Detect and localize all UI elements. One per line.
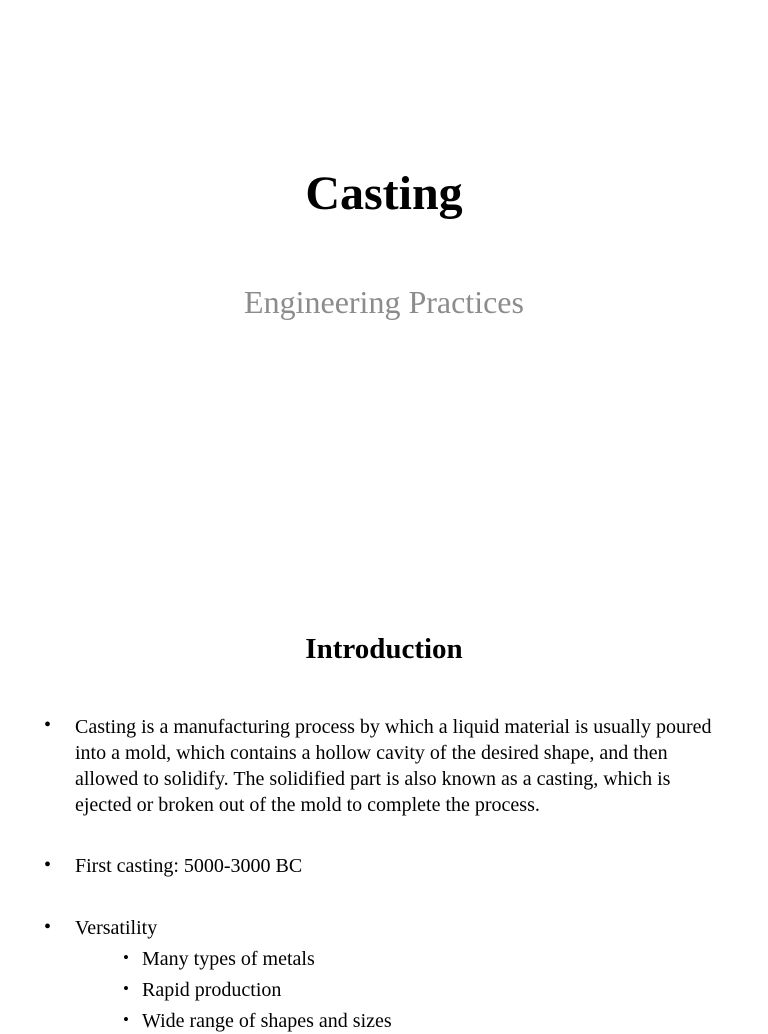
sub-bullet-item: Rapid production [142, 979, 282, 1001]
bullet-marker: • [44, 714, 52, 736]
bullet-item: First casting: 5000-3000 BC [75, 855, 303, 877]
bullet-marker: • [44, 854, 52, 876]
sub-bullet-marker: • [123, 979, 129, 998]
page-title: Casting [305, 167, 463, 220]
sub-bullet-item: Wide range of shapes and sizes [142, 1010, 392, 1032]
page-subtitle: Engineering Practices [244, 284, 524, 320]
section-title: Introduction [305, 633, 463, 665]
bullet-item: Casting is a manufacturing process by which a liquid material is usually poured into a mold, which contains a hollow cavity of the desired shape, and then allowed to solidify. The solidified part is also known as a casting, which is ejected or broken out of the mold to complete the process. [75, 716, 712, 816]
bullet-marker: • [44, 916, 52, 938]
sub-bullet-item: Many types of metals [142, 948, 315, 970]
bullet-item: Versatility [75, 917, 158, 939]
sub-bullet-marker: • [123, 948, 129, 967]
sub-bullet-marker: • [123, 1010, 129, 1029]
